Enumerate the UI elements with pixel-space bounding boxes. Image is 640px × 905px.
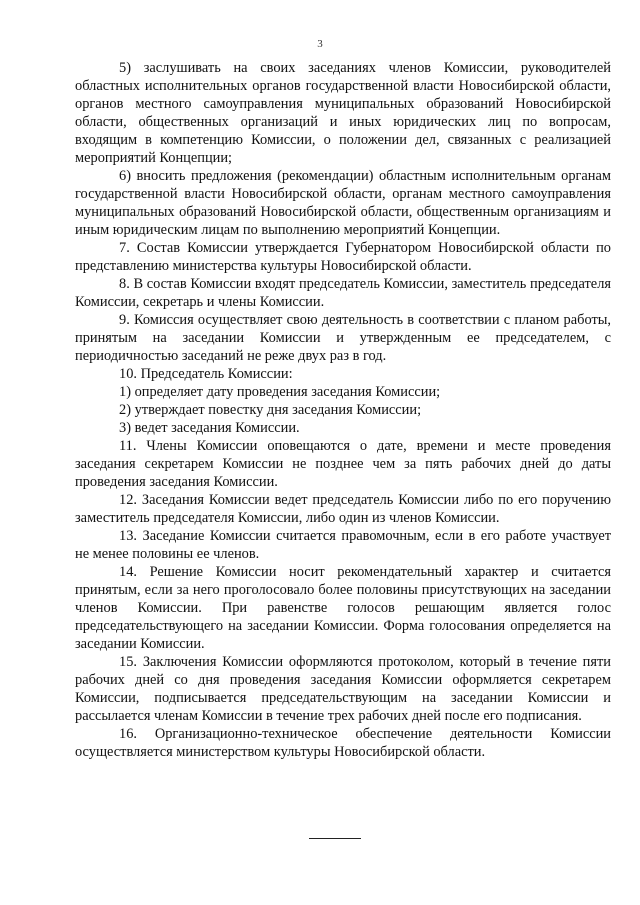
paragraph-10-chairman: 10. Председатель Комиссии: <box>119 366 293 382</box>
paragraph-8-members: 8. В состав Комиссии входят председатель Комиссии, заместитель председателя Комиссии, секретарь и члены Комиссии. <box>75 276 611 310</box>
paragraph-10-item-3: 3) ведет заседания Комиссии. <box>119 420 300 436</box>
paragraph-10-item-2: 2) утверждает повестку дня заседания Комиссии; <box>119 402 422 418</box>
paragraph-7-composition-approval: 7. Состав Комиссии утверждается Губернатором Новосибирской области по представлению министерства культуры Новосибирской области. <box>75 240 611 274</box>
paragraph-16-support: 16. Организационно-техническое обеспечение деятельности Комиссии осуществляется министерством культуры Новосибирской области. <box>75 726 611 760</box>
paragraph-6-submit-proposals: 6) вносить предложения (рекомендации) областным исполнительным органам государственной власти Новосибирской области, органам местного самоуправления муниципальных образований Новосибирской области, общественным организациям и иным юридическим лицам по выполнению мероприятий Концепции. <box>75 168 611 238</box>
paragraph-11-notification: 11. Члены Комиссии оповещаются о дате, времени и месте проведения заседания секретарем Комиссии не позднее чем за пять рабочих дней до даты проведения заседания Комиссии. <box>75 438 611 490</box>
footer-divider <box>309 838 361 839</box>
paragraph-15-minutes: 15. Заключения Комиссии оформляются протоколом, который в течение пяти рабочих дней со дня проведения заседания Комиссии оформляется секретарем Комиссии, подписывается председательствующим на заседании Комиссии и рассылается членам Комиссии в течение трех рабочих дней после его подписания. <box>75 654 611 724</box>
paragraph-14-decisions: 14. Решение Комиссии носит рекомендательный характер и считается принятым, если за него проголосовало более половины присутствующих на заседании членов Комиссии. При равенстве голосов решающим является голос председательствующего на заседании Комиссии. Форма голосования определяется на заседании Комиссии. <box>75 564 611 652</box>
paragraph-13-quorum: 13. Заседание Комиссии считается правомочным, если в его работе участвует не менее половины ее членов. <box>75 528 611 562</box>
paragraph-9-work-plan: 9. Комиссия осуществляет свою деятельность в соответствии с планом работы, принятым на заседании Комиссии и утвержденным ее председателем, с периодичностью заседаний не реже двух раз в год. <box>75 312 611 364</box>
paragraph-10-item-1: 1) определяет дату проведения заседания Комиссии; <box>119 384 441 400</box>
paragraph-5-hear-reports: 5) заслушивать на своих заседаниях членов Комиссии, руководителей областных исполнительных органов государственной власти Новосибирской области, органов местного самоуправления муниципальных образований Новосибирской области, общественных организаций и иных юридических лиц по вопросам, входящим в компетенцию Комиссии, о положении дел, связанных с реализацией мероприятий Концепции; <box>75 60 611 166</box>
page-number: 3 <box>317 38 323 50</box>
paragraph-12-chairing: 12. Заседания Комиссии ведет председатель Комиссии либо по его поручению заместитель председателя Комиссии, либо один из членов Комиссии. <box>75 492 611 526</box>
document-body <box>75 59 611 761</box>
